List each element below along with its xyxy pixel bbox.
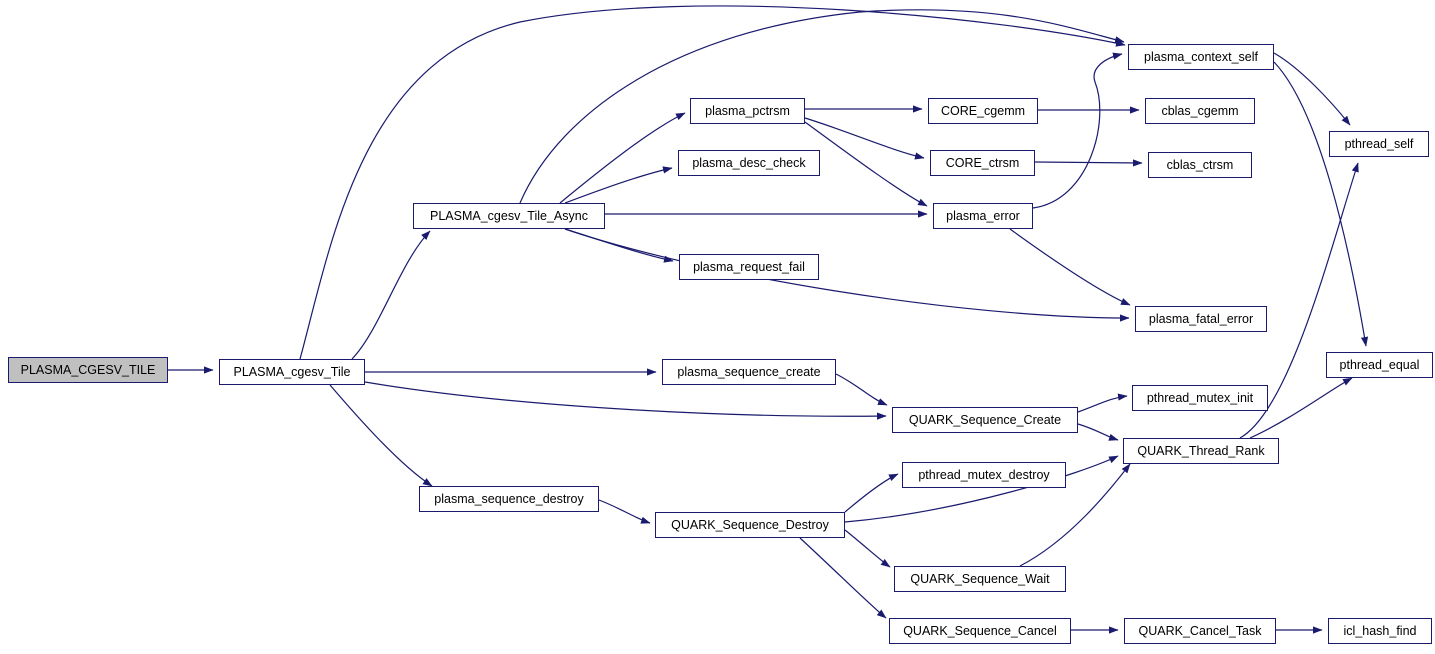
graph-node-label: CORE_ctrsm [945,155,1020,170]
graph-node-quark_sequence_wait[interactable] [894,566,1066,592]
graph-node-quark_thread_rank[interactable] [1123,438,1279,464]
graph-node-label: plasma_request_fail [693,259,805,274]
graph-node-plasma_pctrsm[interactable] [690,98,805,124]
graph-node-cgesv_tile[interactable] [219,359,365,385]
graph-edge-cgesv_tile-to-plasma_sequence_destroy [330,385,432,486]
graph-edge-quark_sequence_destroy-to-quark_sequence_cancel [800,538,886,618]
graph-node-label: icl_hash_find [1343,623,1417,638]
graph-node-label: CORE_cgemm [940,103,1026,118]
graph-node-cblas_ctrsm[interactable] [1148,152,1252,178]
graph-node-label: QUARK_Sequence_Create [908,412,1062,427]
graph-node-plasma_sequence_create[interactable] [662,359,836,385]
graph-node-label: plasma_sequence_destroy [434,491,584,506]
graph-node-label: pthread_equal [1339,357,1420,372]
graph-node-plasma_request_fail[interactable] [679,254,819,280]
graph-edge-cgesv_tile-to-quark_sequence_create [365,382,886,416]
graph-edge-quark_sequence_destroy-to-quark_sequence_wait [845,530,890,567]
graph-node-label: cblas_cgemm [1161,103,1239,118]
graph-node-plasma_fatal_error[interactable] [1135,306,1267,332]
graph-node-label: PLASMA_cgesv_Tile [233,364,351,379]
graph-node-quark_cancel_task[interactable] [1124,618,1276,644]
graph-edge-cgesv_tile-to-plasma_context_self [300,6,1125,359]
graph-node-core_ctrsm[interactable] [930,150,1035,176]
graph-edge-quark_sequence_destroy-to-pthread_mutex_destroy [845,474,898,512]
graph-node-label: QUARK_Sequence_Wait [910,571,1050,586]
graph-node-plasma_error[interactable] [933,203,1033,229]
graph-edge-cgesv_tile-to-cgesv_tile_async [352,231,430,359]
graph-node-label: PLASMA_CGESV_TILE [20,362,156,377]
graph-node-label: cblas_ctrsm [1166,157,1234,172]
graph-node-plasma_desc_check[interactable] [678,150,820,176]
graph-node-label: plasma_context_self [1144,49,1258,64]
graph-edge-plasma_context_self-to-pthread_self [1274,53,1350,125]
graph-edge-quark_sequence_create-to-quark_thread_rank [1078,424,1118,440]
graph-node-label: pthread_mutex_init [1146,390,1254,405]
graph-node-label: plasma_error [946,208,1020,223]
graph-node-plasma_sequence_destroy[interactable] [419,486,599,512]
graph-node-label: QUARK_Cancel_Task [1138,623,1262,638]
graph-node-pthread_equal[interactable] [1326,352,1433,378]
graph-node-label: plasma_sequence_create [677,364,821,379]
graph-edge-plasma_sequence_create-to-quark_sequence_create [836,374,887,405]
graph-edge-cgesv_tile_async-to-plasma_pctrsm [560,113,685,203]
graph-edge-cgesv_tile_async-to-plasma_fatal_error [565,229,1129,318]
graph-node-cgesv_tile_async[interactable] [413,203,605,229]
graph-node-label: pthread_mutex_destroy [918,467,1050,482]
graph-node-pthread_mutex_init[interactable] [1132,385,1268,411]
graph-node-label: plasma_desc_check [692,155,806,170]
graph-edge-quark_sequence_create-to-pthread_mutex_init [1078,396,1127,412]
graph-node-pthread_self[interactable] [1329,131,1429,157]
graph-node-label: pthread_self [1344,136,1414,151]
graph-edge-plasma_context_self-to-pthread_equal [1274,62,1366,346]
graph-node-label: QUARK_Sequence_Cancel [903,623,1057,638]
graph-node-label: PLASMA_cgesv_Tile_Async [430,208,588,223]
graph-node-label: QUARK_Sequence_Destroy [671,517,829,532]
graph-node-core_cgemm[interactable] [928,98,1038,124]
graph-node-root[interactable] [8,357,168,383]
graph-node-label: plasma_pctrsm [705,103,790,118]
graph-node-quark_sequence_create[interactable] [892,407,1078,433]
graph-edge-plasma_error-to-plasma_context_self [1033,54,1122,208]
graph-node-label: QUARK_Thread_Rank [1137,443,1265,458]
graph-node-quark_sequence_cancel[interactable] [889,618,1071,644]
graph-node-label: plasma_fatal_error [1148,311,1254,326]
graph-edge-plasma_sequence_destroy-to-quark_sequence_destroy [599,500,650,523]
graph-edge-plasma_pctrsm-to-plasma_error [805,122,927,206]
graph-node-pthread_mutex_destroy[interactable] [902,462,1066,488]
graph-node-plasma_context_self[interactable] [1128,44,1274,70]
graph-node-quark_sequence_destroy[interactable] [655,512,845,538]
graph-node-icl_hash_find[interactable] [1328,618,1432,644]
graph-edge-plasma_error-to-plasma_fatal_error [1010,229,1130,305]
graph-edge-plasma_pctrsm-to-core_ctrsm [805,118,924,158]
graph-node-cblas_cgemm[interactable] [1145,98,1255,124]
